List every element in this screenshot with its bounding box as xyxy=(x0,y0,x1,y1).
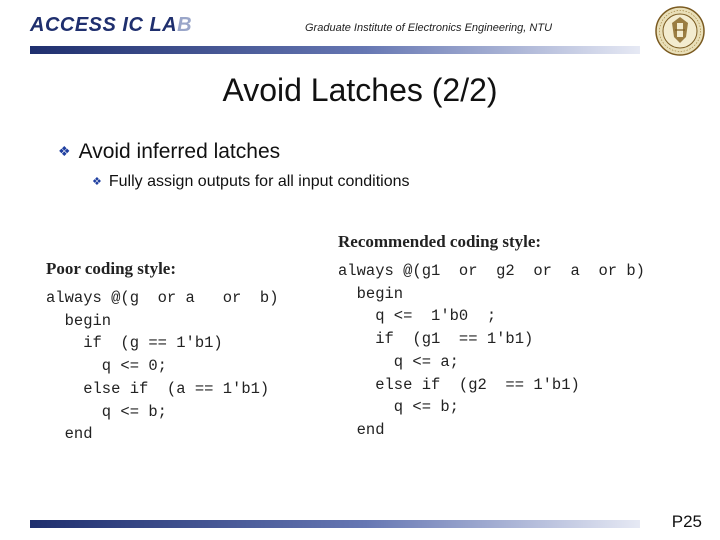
slide-title: Avoid Latches (2/2) xyxy=(222,72,498,108)
bullet-text: Avoid inferred latches xyxy=(78,140,281,163)
diamond-bullet-icon: ❖ xyxy=(92,176,102,188)
poor-code-block: always @(g or a or b) begin if (g == 1'b1) q <= 0; else if (a == 1'b1) q <= b; end xyxy=(46,289,279,444)
diamond-bullet-icon: ❖ xyxy=(58,143,71,159)
lab-name-main: ACCESS IC LA xyxy=(30,14,178,36)
poor-style-heading: Poor coding style: xyxy=(46,259,177,278)
lab-name xyxy=(30,14,192,37)
footer-divider-bar xyxy=(30,520,640,528)
bullet-text: Fully assign outputs for all input conditions xyxy=(108,173,410,190)
page-number: P25 xyxy=(671,512,702,531)
bullet-level-1 xyxy=(58,140,280,164)
bullet-level-2 xyxy=(92,173,409,191)
lab-name-fade: B xyxy=(177,14,193,36)
recommended-style-heading: Recommended coding style: xyxy=(338,232,542,251)
header-divider-bar xyxy=(30,46,640,54)
recommended-code-block: always @(g1 or g2 or a or b) begin q <= 1'b0 ; if (g1 == 1'b1) q <= a; else if (g2 == 1'b1) q <= b; end xyxy=(338,262,645,439)
institute-name: Graduate Institute of Electronics Engineering, NTU xyxy=(305,22,553,34)
ntu-seal-icon xyxy=(655,6,705,56)
